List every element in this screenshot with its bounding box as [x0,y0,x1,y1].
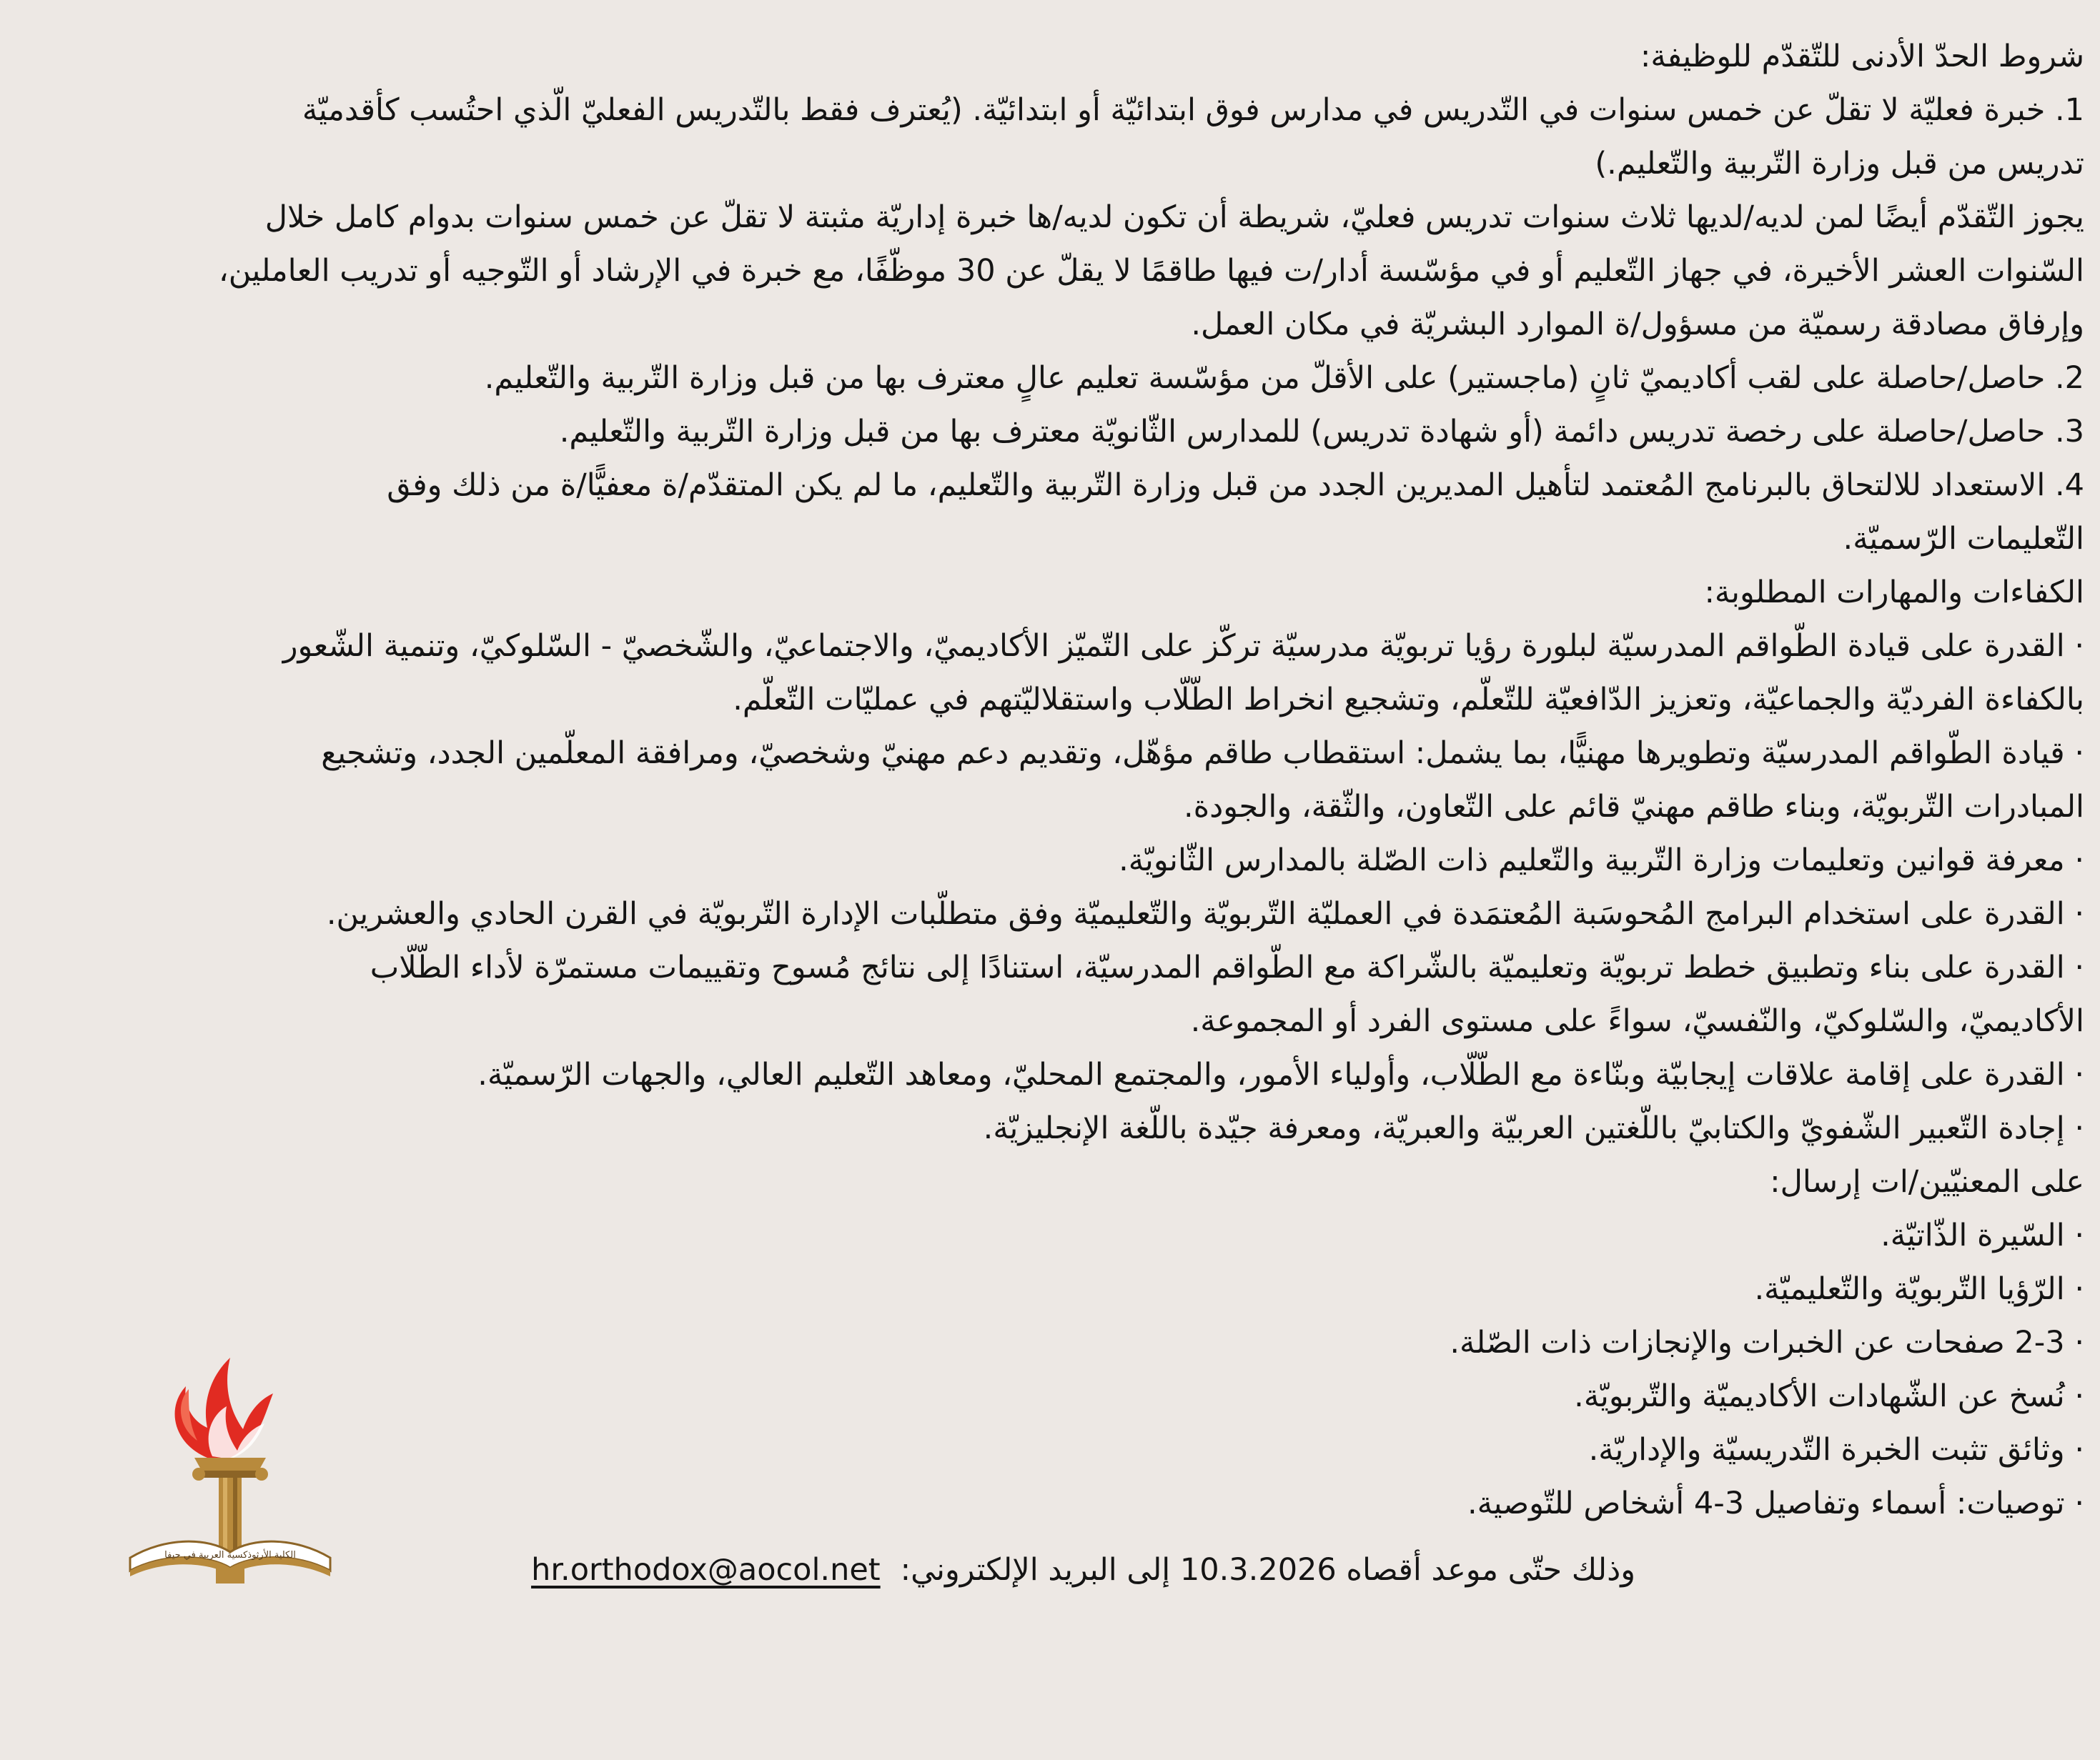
competency-line: · معرفة قوانين وتعليمات وزارة التّربية والتّعليم ذات الصّلة بالمدارس الثّانويّة. [1119,842,2084,878]
requirement-line: وإرفاق مصادقة رسميّة من مسؤول/ة الموارد البشريّة في مكان العمل. [1191,307,2084,342]
requirement-line: السّنوات العشر الأخيرة، في جهاز التّعليم أو في مؤسّسة أدار/ت فيها طاقمًا لا يقلّ عن 30 موظّفًا، مع خبرة في الإرشاد أو التّوجيه أو تدريب العاملين، [218,253,2084,289]
competency-line: · القدرة على إقامة علاقات إيجابيّة وبنّاءة مع الطّلّاب، وأولياء الأمور، والمجتمع المحليّ، ومعاهد التّعليم العالي، والجهات الرّسميّة. [477,1057,2084,1093]
document-item: · وثائق تثبت الخبرة التّدريسيّة والإداريّة. [1588,1432,2084,1468]
torch-on-open-book-icon [123,1343,337,1586]
document-item: · نُسخ عن الشّهادات الأكاديميّة والتّربويّة. [1574,1378,2084,1414]
document-item: · الرّؤيا التّربويّة والتّعليميّة. [1754,1271,2084,1307]
requirement-line: 2. حاصل/حاصلة على لقب أكاديميّ ثانٍ (ماجستير) على الأقلّ من مؤسّسة تعليم عالٍ معترف بها من قبل وزارة التّربية والتّعليم. [484,360,2084,396]
email-link[interactable]: hr.orthodox@aocol.net [531,1552,881,1588]
document-item: · السّيرة الذّاتيّة. [1881,1218,2084,1253]
requirement-line: يجوز التّقدّم أيضًا لمن لديه/لديها ثلاث سنوات تدريس فعليّ، شريطة أن تكون لديه/ها خبرة إداريّة مثبتة لا تقلّ عن خمس سنوات بدوام كامل خلال [264,199,2084,235]
announcement-body [29,30,2084,1531]
competency-line: · إجادة التّعبير الشّفويّ والكتابيّ باللّغتين العربيّة والعبريّة، ومعرفة جيّدة باللّغة الإنجليزيّة. [983,1110,2084,1146]
competency-line: · قيادة الطّواقم المدرسيّة وتطويرها مهنيًّا، بما يشمل: استقطاب طاقم مؤهّل، وتقديم دعم مهنيّ وشخصيّ، ومرافقة المعلّمين الجدد، وتشجيع [321,735,2084,771]
requirement-line: التّعليمات الرّسميّة. [1843,521,2084,557]
competency-line: المبادرات التّربويّة، وبناء طاقم مهنيّ قائم على التّعاون، والثّقة، والجودة. [1183,789,2084,825]
requirement-line: 4. الاستعداد للالتحاق بالبرنامج المُعتمد لتأهيل المديرين الجدد من قبل وزارة التّربية والتّعليم، ما لم يكن المتقدّم/ة معفيًّا/ة من ذلك وفق [387,467,2084,503]
competency-line: · القدرة على استخدام البرامج المُحوسَبة المُعتمَدة في العمليّة التّربويّة والتّعليميّة وفق متطلّبات الإدارة التّربويّة في القرن الحادي والعشرين. [326,896,2084,932]
competency-line: الأكاديميّ، والسّلوكيّ، والنّفسيّ، سواءً على مستوى الفرد أو المجموعة. [1190,1003,2084,1039]
requirement-line: 3. حاصل/حاصلة على رخصة تدريس دائمة (أو شهادة تدريس) للمدارس الثّانويّة معترف بها من قبل وزارة التّربية والتّعليم. [559,414,2084,449]
logo-book-text: الكلية الأرثوذكسية العربية في حيفا [164,1550,296,1561]
competency-line: · القدرة على قيادة الطّواقم المدرسيّة لبلورة رؤيا تربويّة مدرسيّة تركّز على التّميّز الأكاديميّ، والاجتماعيّ، والشّخصيّ - السّلوكيّ، وتنمية الشّعور [282,628,2084,664]
documents-title: على المعنيّين/ات إرسال: [1770,1164,2084,1200]
competencies-title: الكفاءات والمهارات المطلوبة: [1704,575,2084,610]
competency-line: بالكفاءة الفرديّة والجماعيّة، وتعزيز الدّافعيّة للتّعلّم، وتشجيع انخراط الطّلّاب واستقلاليّتهم في عمليّات التّعلّم. [733,682,2084,717]
requirement-line: 1. خبرة فعليّة لا تقلّ عن خمس سنوات في التّدريس في مدارس فوق ابتدائيّة أو ابتدائيّة. (يُعترف فقط بالتّدريس الفعليّ الّذي احتُسب كأقدميّة [302,92,2084,128]
requirement-line: تدريس من قبل وزارة التّربية والتّعليم.) [1595,146,2084,182]
submission-text: وذلك حتّى موعد أقصاه 10.3.2026 إلى البريد الإلكتروني: [900,1552,1635,1588]
document-item: · 2-3 صفحات عن الخبرات والإنجازات ذات الصّلة. [1450,1325,2084,1361]
competency-line: · القدرة على بناء وتطبيق خطط تربويّة وتعليميّة بالشّراكة مع الطّواقم المدرسيّة، استنادًا إلى نتائج مُسوح وتقييمات مستمرّة لأداء الطّلّاب [370,950,2084,985]
requirements-title: شروط الحدّ الأدنى للتّقدّم للوظيفة: [1640,39,2084,74]
document-item: · توصيات: أسماء وتفاصيل 3-4 أشخاص للتّوصية. [1467,1486,2084,1521]
submission-line [420,1543,1635,1597]
